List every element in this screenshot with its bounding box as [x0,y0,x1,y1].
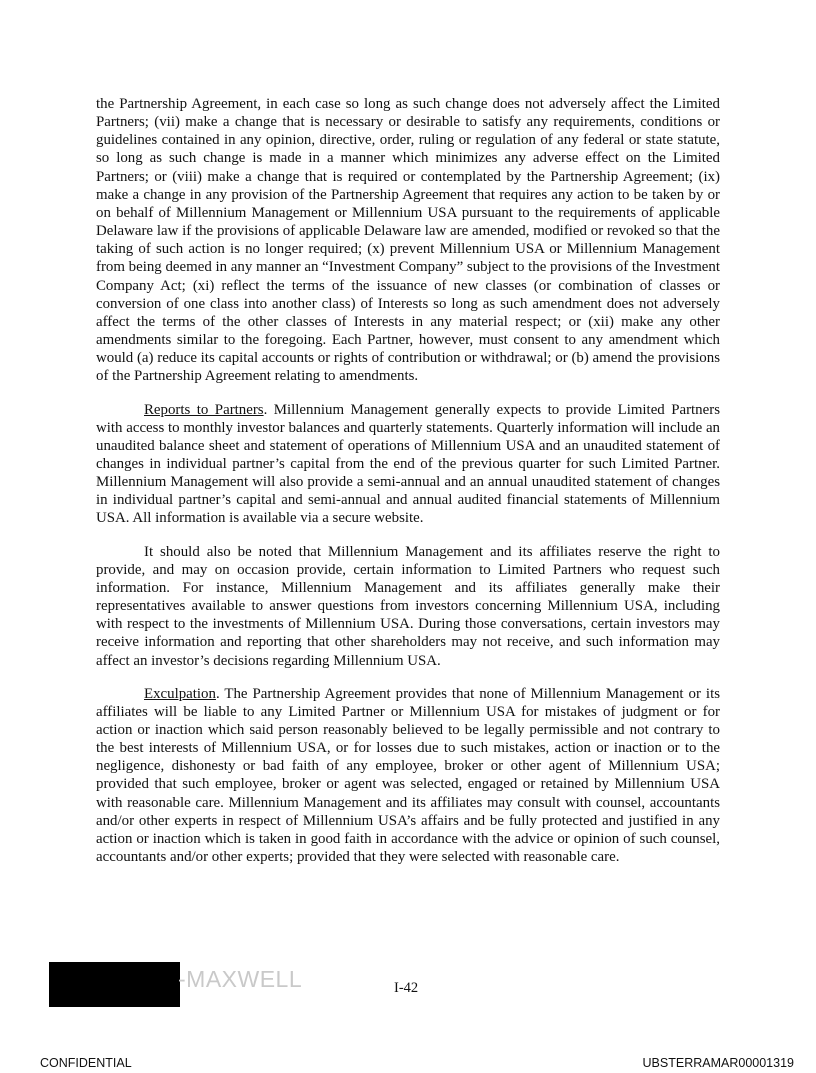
document-body [96,95,720,881]
paragraph-amendments: the Partnership Agreement, in each case so long as such change does not adversely affect the Limited Partners; (vii) make a change that is necessary or desirable to satisfy any requirements, conditions or guidelines contained in any opinion, directive, order, ruling or regulation of any federal or state statute, so long as such change is made in a manner which minimizes any adverse effect on the Limited Partners; or (viii) make a change that is required or contemplated by the Partnership Agreement; (ix) make a change in any provision of the Partnership Agreement that requires any action to be taken by or on behalf of Millennium Management or Millennium USA pursuant to the requirements of applicable Delaware law if the provisions of applicable Delaware law are amended, modified or revoked so that the taking of such action is no longer required; (x) prevent Millennium USA or Millennium Management from being deemed in any manner an “Investment Company” subject to the provisions of the Investment Company Act; (xi) reflect the terms of the issuance of new classes (or combination of classes or conversion of one class into another class) of Interests so long as such amendment does not adversely affect the terms of the other classes of Interests in any material respect; or (xii) make any other amendments similar to the foregoing. Each Partner, however, must consent to any amendment which would (a) reduce its capital accounts or rights of contribution or withdrawal; or (b) amend the provisions of the Partnership Agreement relating to amendments. [96,96,721,385]
paragraph-information: It should also be noted that Millennium Management and its affiliates reserve the right to provide, and may on occasion provide, certain information to Limited Partners who request such information. For instance, Millennium Management and its affiliates generally make their representatives available to answer questions from investors concerning Millennium USA, including with respect to the investments of Millennium USA. During those conversations, certain investors may receive information and reporting that other shareholders may not receive, and such information may affect an investor’s decisions regarding Millennium USA. [96,543,720,669]
paragraph-reports [96,401,720,528]
exculpation-heading: Exculpation [144,685,216,702]
reports-text: . Millennium Management generally expects to provide Limited Partners with access to monthly investor balances and quarterly statements. Quarterly information will include an unaudited balance sheet and statement of operations of Millennium USA and an unaudited statement of changes in individual partner’s capital from the end of the previous quarter for such Limited Partner. Millennium Management will also provide a semi-annual and an annual unaudited statement of changes in individual partner’s capital and semi-annual and annual audited financial statements of Millennium USA. All information is available via a secure website. [96,401,720,527]
redaction-box [49,962,180,1007]
paragraph-exculpation [96,685,720,867]
confidential-label: CONFIDENTIAL [40,1056,132,1070]
bates-number: UBSTERRAMAR00001319 [642,1056,794,1070]
exculpation-text: . The Partnership Agreement provides that none of Millennium Management or its affiliates will be liable to any Limited Partner or Millennium USA for mistakes of judgment or for action or inaction which said person reasonably believed to be legally permissible and not contrary to the best interests of Millennium USA, or for losses due to such mistakes, action or inaction or to the negligence, dishonesty or bad faith of any employee, broker or other agent of Millennium USA; provided that such employee, broker or agent was selected, engaged or retained by Millennium USA with reasonable care. Millennium Management and its affiliates may consult with counsel, accountants and/or other experts in respect of Millennium USA’s affairs and be fully protected and justified in any action or inaction which is taken in good faith in accordance with the advice or opinion of such counsel, accountants and/or other experts; provided that they were selected with reasonable care. [96,685,720,866]
maxwell-stamp: -MAXWELL [178,966,303,992]
reports-heading: Reports to Partners [144,401,264,418]
page-number: I-42 [394,980,419,996]
